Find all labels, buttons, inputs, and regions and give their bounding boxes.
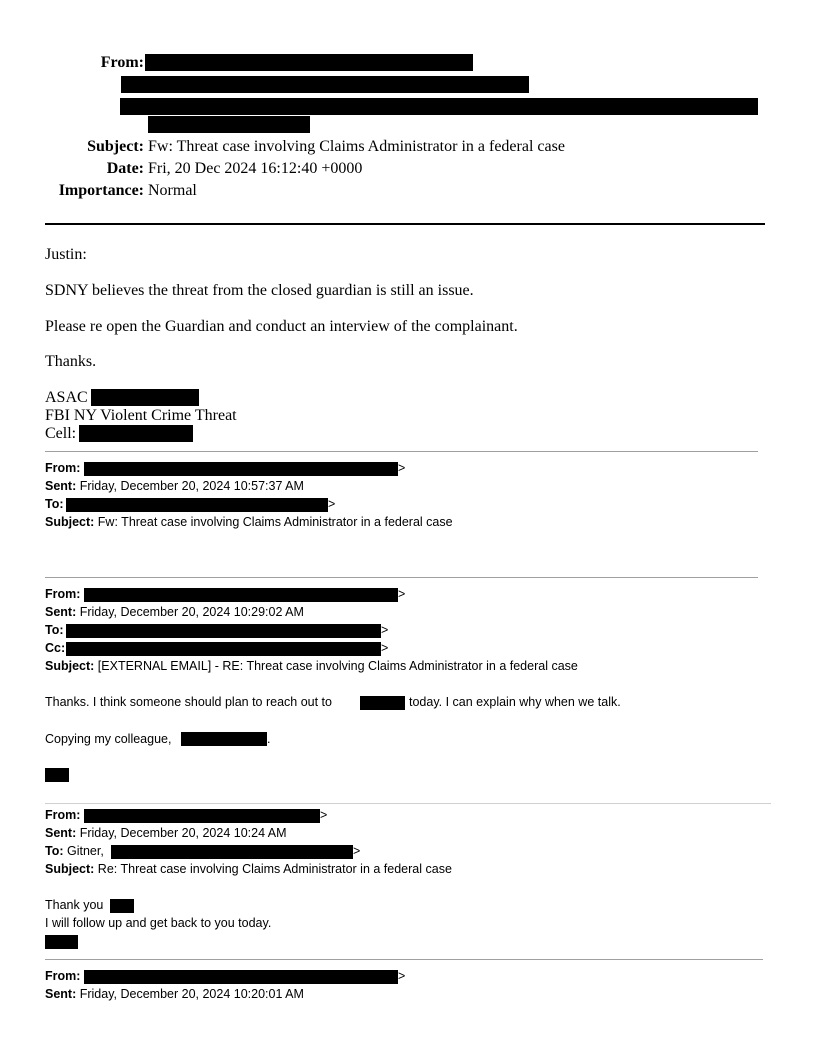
from-suffix: > xyxy=(398,461,406,475)
redaction-box xyxy=(111,845,353,859)
subject-value: Re: Threat case involving Claims Administrator in a federal case xyxy=(97,862,452,876)
date-label: Date: xyxy=(106,160,144,177)
redaction-box xyxy=(66,642,381,656)
signature-org: FBI NY Violent Crime Threat xyxy=(45,407,237,424)
redaction-box xyxy=(84,462,398,476)
redaction-box xyxy=(66,498,328,512)
date-value: Fri, 20 Dec 2024 16:12:40 +0000 xyxy=(148,160,363,177)
importance-value: Normal xyxy=(148,182,197,199)
redaction-box xyxy=(120,98,758,115)
from-suffix: > xyxy=(320,808,328,822)
body-line: Copying my colleague, xyxy=(45,732,172,746)
to-label: To: xyxy=(45,623,64,637)
signature-cell-label: Cell: xyxy=(45,425,77,442)
to-suffix: > xyxy=(381,623,389,637)
redaction-box xyxy=(110,899,134,913)
signature-title: ASAC xyxy=(45,389,88,406)
redaction-box xyxy=(66,624,381,638)
redaction-box xyxy=(84,588,398,602)
sent-value: Friday, December 20, 2024 10:20:01 AM xyxy=(79,987,304,1001)
sent-value: Friday, December 20, 2024 10:29:02 AM xyxy=(79,605,304,619)
message-divider xyxy=(45,959,763,960)
body-line: I will follow up and get back to you today. xyxy=(45,916,272,930)
from-label: From: xyxy=(100,54,144,71)
cc-label: Cc: xyxy=(45,641,66,655)
from-suffix: > xyxy=(398,587,406,601)
subject-label: Subject: xyxy=(45,862,95,876)
body-line-end: . xyxy=(267,732,271,746)
sent-label: Sent: xyxy=(45,605,77,619)
sent-label: Sent: xyxy=(45,479,77,493)
redaction-box xyxy=(79,425,193,442)
body-line: SDNY believes the threat from the closed guardian is still an issue. xyxy=(45,282,474,299)
cc-suffix: > xyxy=(381,641,389,655)
subject-value: [EXTERNAL EMAIL] - RE: Threat case involving Claims Administrator in a federal case xyxy=(97,659,578,673)
message-divider xyxy=(45,451,758,452)
from-label: From: xyxy=(45,808,81,822)
sent-value: Friday, December 20, 2024 10:24 AM xyxy=(79,826,287,840)
redaction-box xyxy=(84,970,398,984)
sent-label: Sent: xyxy=(45,987,77,1001)
redaction-box xyxy=(84,809,320,823)
body-line: Please re open the Guardian and conduct an interview of the complainant. xyxy=(45,318,518,335)
subject-value: Fw: Threat case involving Claims Administrator in a federal case xyxy=(97,515,453,529)
subject-value: Fw: Threat case involving Claims Administrator in a federal case xyxy=(148,138,565,155)
greeting: Justin: xyxy=(45,246,87,263)
redaction-box xyxy=(145,54,473,71)
subject-label: Subject: xyxy=(45,659,95,673)
redaction-box xyxy=(45,768,69,782)
header-divider xyxy=(45,223,765,225)
to-suffix: > xyxy=(353,844,361,858)
sent-value: Friday, December 20, 2024 10:57:37 AM xyxy=(79,479,304,493)
body-line: Thank you xyxy=(45,898,104,912)
importance-label: Importance: xyxy=(58,182,144,199)
redaction-box xyxy=(91,389,199,406)
redaction-box xyxy=(360,696,405,710)
to-label: To: xyxy=(45,844,64,858)
body-line: Thanks. I think someone should plan to reach out to xyxy=(45,695,332,709)
to-suffix: > xyxy=(328,497,336,511)
redaction-box xyxy=(121,76,529,93)
redaction-box xyxy=(45,935,78,949)
from-label: From: xyxy=(45,969,81,983)
subject-label: Subject: xyxy=(87,138,144,155)
to-label: To: xyxy=(45,497,64,511)
subject-label: Subject: xyxy=(45,515,95,529)
from-label: From: xyxy=(45,587,81,601)
message-divider xyxy=(45,803,771,804)
body-line: Thanks. xyxy=(45,353,97,370)
body-line: today. I can explain why when we talk. xyxy=(409,695,621,709)
redaction-box xyxy=(181,732,267,746)
from-suffix: > xyxy=(398,969,406,983)
from-label: From: xyxy=(45,461,81,475)
message-divider xyxy=(45,577,758,578)
to-prefix: Gitner, xyxy=(67,844,104,858)
redaction-box xyxy=(148,116,310,133)
sent-label: Sent: xyxy=(45,826,77,840)
